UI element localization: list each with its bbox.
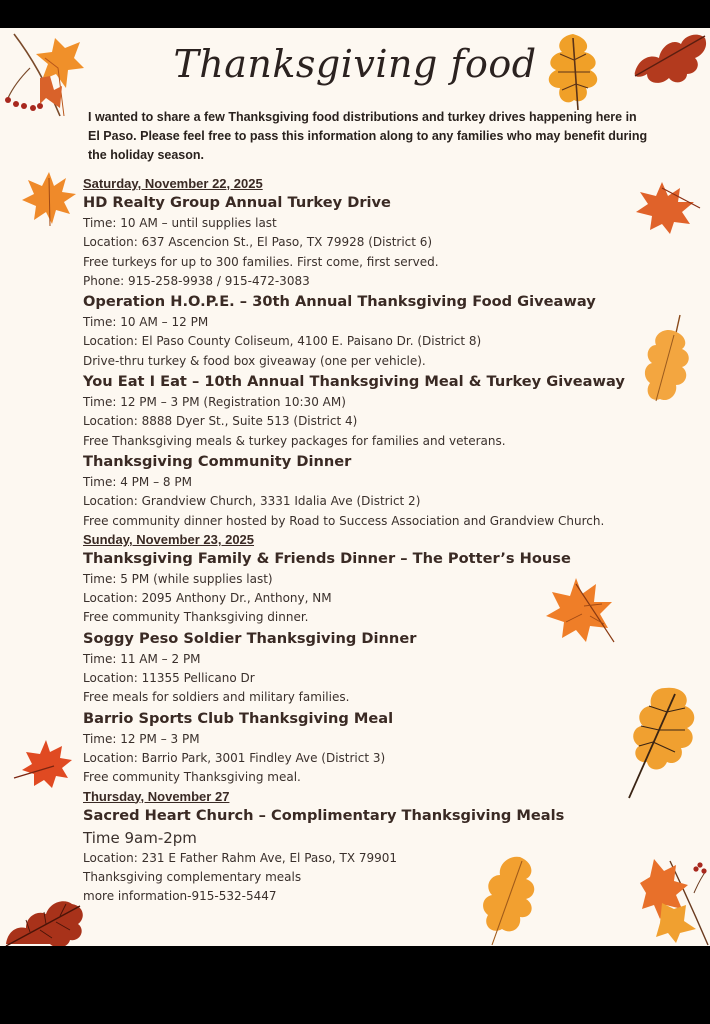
bottom-black-bar — [0, 946, 710, 1024]
event-location: Location: Barrio Park, 3001 Findley Ave (District 3) — [83, 750, 386, 765]
event-location: Location: 637 Ascencion St., El Paso, TX 79928 (District 6) — [83, 235, 433, 250]
event-title: Soggy Peso Soldier Thanksgiving Dinner — [83, 629, 417, 647]
event-location: Location: 11355 Pellicano Dr — [83, 671, 255, 686]
event-title: You Eat I Eat – 10th Annual Thanksgiving Meal & Turkey Giveaway — [83, 373, 625, 391]
event-phone: more information-915-532-5447 — [83, 889, 277, 904]
red-leaf-bottom-left-icon — [0, 886, 90, 946]
event-location: Location: 8888 Dyer St., Suite 513 (District 4) — [83, 414, 358, 429]
event-title: HD Realty Group Annual Turkey Drive — [83, 194, 391, 211]
event-title: Sacred Heart Church – Complimentary Thanksgiving Meals — [83, 806, 565, 824]
event-location: Location: 2095 Anthony Dr., Anthony, NM — [83, 591, 332, 606]
event-description: Free turkeys for up to 300 families. First come, first served. — [83, 254, 439, 269]
event-time: Time: 4 PM – 8 PM — [83, 474, 192, 489]
event-time: Time 9am-2pm — [83, 828, 197, 847]
event-location: Location: 231 E Father Rahm Ave, El Paso, TX 79901 — [83, 850, 398, 865]
event-time: Time: 5 PM (while supplies last) — [83, 571, 273, 586]
events-list — [83, 175, 683, 906]
event-time: Time: 10 AM – 12 PM — [83, 315, 209, 330]
intro-text: I wanted to share a few Thanksgiving food distributions and turkey drives happening here in El Paso. Please feel free to pass this information along to any families who may benefit during the holiday season. — [88, 110, 648, 162]
event-phone: Phone: 915-258-9938 / 915-472-3083 — [83, 273, 310, 288]
day-heading-saturday: Saturday, November 22, 2025 — [83, 176, 263, 191]
page-title: Thanksgiving food — [173, 42, 537, 86]
day-heading-sunday: Sunday, November 23, 2025 — [83, 531, 255, 547]
event-time: Time: 11 AM – 2 PM — [83, 651, 201, 666]
event-title: Thanksgiving Family & Friends Dinner – The Potter’s House — [83, 549, 571, 567]
event-description: Free community Thanksgiving meal. — [83, 770, 301, 785]
event-description: Free meals for soldiers and military families. — [83, 690, 350, 705]
event-description: Free community Thanksgiving dinner. — [83, 610, 309, 625]
event-location: Location: El Paso County Coliseum, 4100 E. Paisano Dr. (District 8) — [83, 334, 482, 349]
maple-leaf-left-icon — [20, 170, 78, 228]
event-description: Drive-thru turkey & food box giveaway (one per vehicle). — [83, 353, 426, 368]
maple-leaf-lower-left-icon — [12, 738, 74, 793]
day-heading-thursday: Thursday, November 27 — [83, 788, 230, 804]
event-location: Location: Grandview Church, 3331 Idalia Ave (District 2) — [83, 494, 421, 509]
event-title: Barrio Sports Club Thanksgiving Meal — [83, 709, 394, 727]
event-time: Time: 10 AM – until supplies last — [83, 216, 277, 230]
event-description: Free Thanksgiving meals & turkey packages for families and veterans. — [83, 433, 506, 448]
event-description: Free community dinner hosted by Road to Success Association and Grandview Church. — [83, 513, 605, 528]
event-time: Time: 12 PM – 3 PM (Registration 10:30 AM) — [83, 395, 346, 410]
event-title: Thanksgiving Community Dinner — [83, 452, 352, 470]
flyer — [0, 28, 710, 946]
event-title: Operation H.O.P.E. – 30th Annual Thanksgiving Food Giveaway — [83, 293, 596, 311]
event-description: Thanksgiving complementary meals — [83, 869, 302, 884]
event-time: Time: 12 PM – 3 PM — [83, 731, 200, 746]
